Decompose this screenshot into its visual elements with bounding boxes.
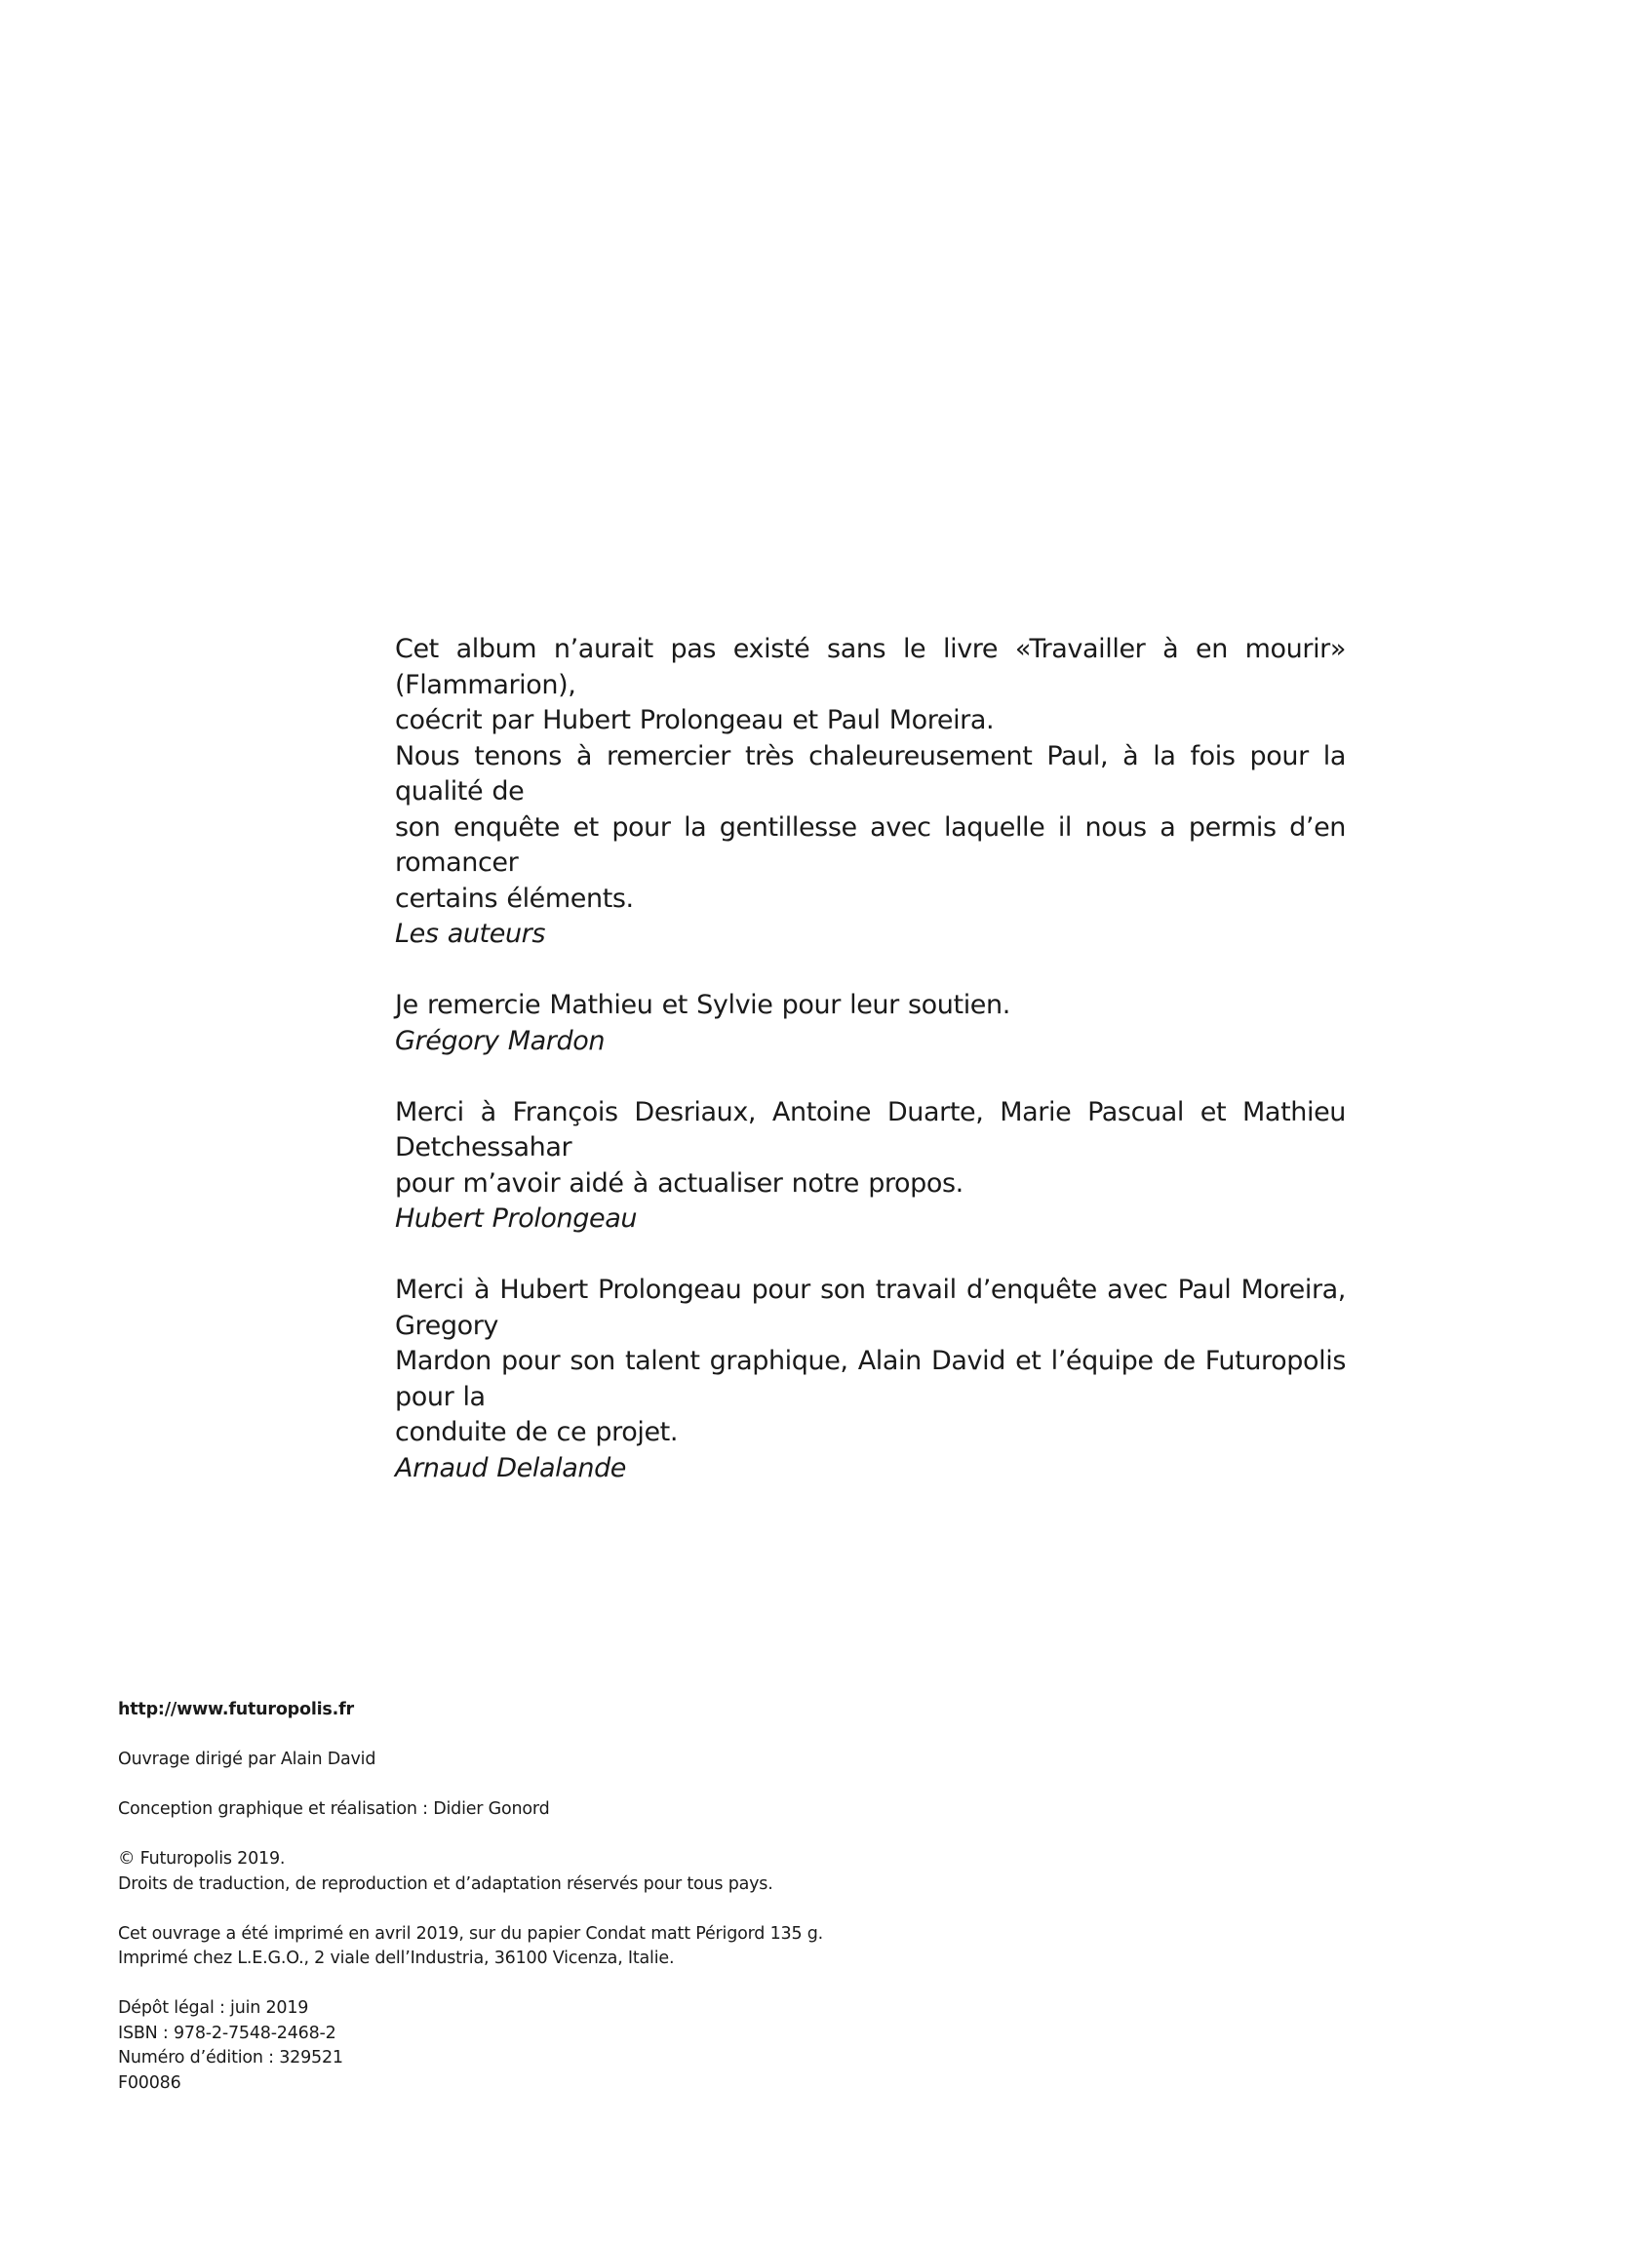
- ack-mardon-signature: Grégory Mardon: [395, 1025, 606, 1056]
- ack-delalande-signature: Arnaud Delalande: [395, 1452, 627, 1483]
- ack-prolongeau-line-1: Merci à François Desriaux, Antoine Duarte, Marie Pascual et Mathieu Detchessahar: [395, 1096, 1346, 1162]
- edition-number: Numéro d’édition : 329521: [118, 2048, 343, 2068]
- colophon-website-block: [118, 1698, 996, 1723]
- printing-info: Cet ouvrage a été imprimé en avril 2019, sur du papier Condat matt Périgord 135 g.: [118, 1923, 824, 1944]
- ack-authors-signature: Les auteurs: [395, 919, 546, 949]
- isbn: ISBN : 978-2-7548-2468-2: [118, 2023, 336, 2043]
- ack-mardon: [395, 988, 1346, 1059]
- colophon-design-block: [118, 1797, 996, 1823]
- ack-authors-line-2: coécrit par Hubert Prolongeau et Paul Moreira.: [395, 705, 995, 735]
- ack-delalande-line-3: conduite de ce projet.: [395, 1417, 679, 1447]
- ack-prolongeau: [395, 1095, 1346, 1238]
- copyright-notice: © Futuropolis 2019.: [118, 1849, 286, 1869]
- colophon-legal-block: [118, 1996, 996, 2096]
- ack-delalande-line-1: Merci à Hubert Prolongeau pour son travail d’enquête avec Paul Moreira, Gregory: [395, 1275, 1346, 1341]
- ack-mardon-line-1: Je remercie Mathieu et Sylvie pour leur soutien.: [395, 990, 1010, 1020]
- printer-info: Imprimé chez L.E.G.O., 2 viale dell’Industria, 36100 Vicenza, Italie.: [118, 1949, 675, 1968]
- ack-authors: [395, 632, 1346, 953]
- rights-notice: Droits de traduction, de reproduction et d’adaptation réservés pour tous pays.: [118, 1873, 773, 1894]
- ack-delalande: [395, 1273, 1346, 1486]
- ack-authors-line-4: son enquête et pour la gentillesse avec laquelle il nous a permis d’en romancer: [395, 811, 1346, 878]
- acknowledgements: [395, 632, 1346, 1486]
- colophon-copyright-block: [118, 1847, 996, 1897]
- legal-deposit: Dépôt légal : juin 2019: [118, 1998, 309, 2018]
- print-code: F00086: [118, 2072, 181, 2093]
- graphic-design-credit: Conception graphique et réalisation : Didier Gonord: [118, 1799, 550, 1819]
- ack-authors-line-1: Cet album n’aurait pas existé sans le livre «Travailler à en mourir» (Flammarion),: [395, 634, 1346, 700]
- ack-authors-line-5: certains éléments.: [395, 883, 634, 914]
- colophon-printing-block: [118, 1922, 996, 1972]
- colophon-director-block: [118, 1748, 996, 1773]
- publisher-website-link[interactable]: http://www.futuropolis.fr: [118, 1700, 354, 1719]
- ack-delalande-line-2: Mardon pour son talent graphique, Alain David et l’équipe de Futuropolis pour la: [395, 1346, 1346, 1412]
- ack-prolongeau-line-2: pour m’avoir aidé à actualiser notre propos.: [395, 1167, 964, 1199]
- colophon: [118, 1698, 996, 2096]
- ack-prolongeau-signature: Hubert Prolongeau: [395, 1203, 638, 1234]
- ack-authors-line-3: Nous tenons à remercier très chaleureusement Paul, à la fois pour la qualité de: [395, 740, 1346, 807]
- book-director: Ouvrage dirigé par Alain David: [118, 1750, 376, 1769]
